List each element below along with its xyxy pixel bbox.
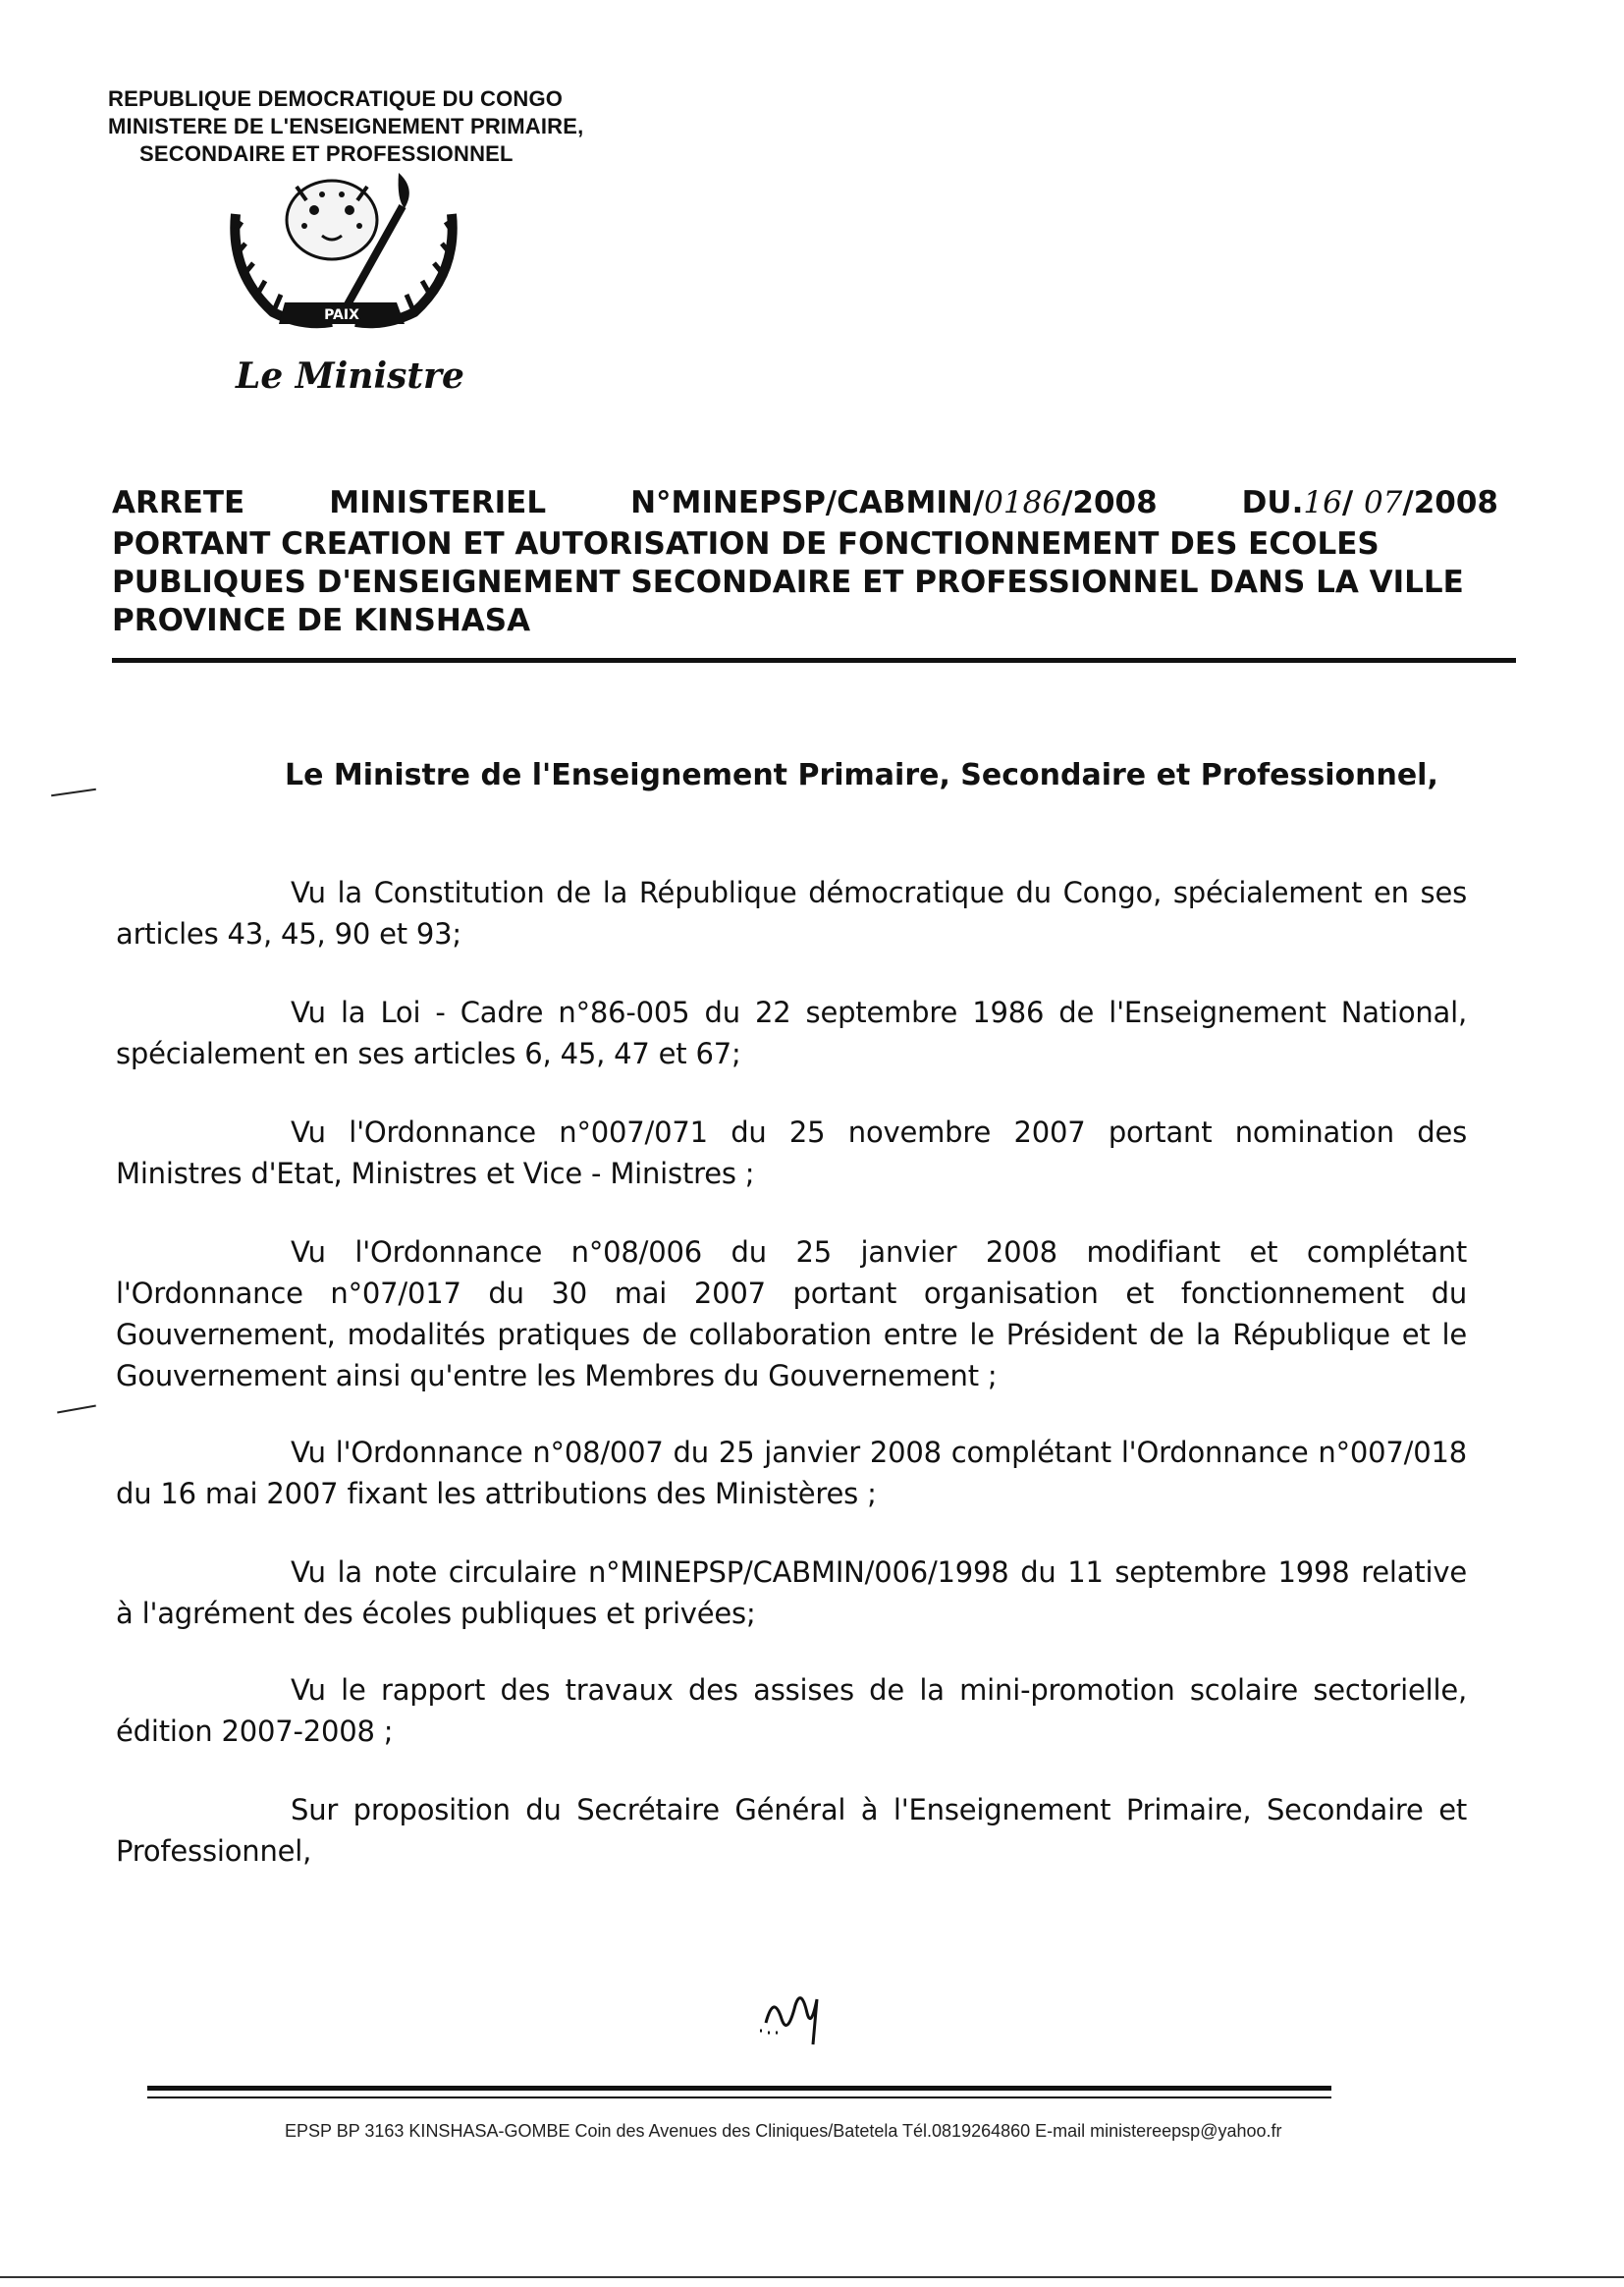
decree-title-line-3: PUBLIQUES D'ENSEIGNEMENT SECONDAIRE ET PROFESSIONNEL DANS LA VILLE — [112, 565, 1464, 600]
decree-title-line-1 — [112, 485, 1498, 524]
coat-of-arms-icon — [224, 165, 463, 348]
decree-word: ARRETE — [112, 485, 245, 520]
decree-title-line-2: PORTANT CREATION ET AUTORISATION DE FONCTIONNEMENT DES ECOLES — [112, 526, 1380, 562]
considerant-paragraph: Vu l'Ordonnance n°08/006 du 25 janvier 2008 modifiant et complétant l'Ordonnance n°07/017 du 30 mai 2007 portant organisation et fonctionnement du Gouvernement, modalités pratiques de collaboration entre le Président de la République et le Gouvernement ainsi qu'entre les Membres du Gouvernement ; — [116, 1235, 1467, 1392]
header-country: REPUBLIQUE DEMOCRATIQUE DU CONGO — [108, 86, 564, 111]
title-divider — [112, 658, 1516, 663]
decree-title-line-4: PROVINCE DE KINSHASA — [112, 603, 531, 638]
emblem-motto: PAIX — [324, 307, 359, 323]
considerant-paragraph: Vu la note circulaire n°MINEPSP/CABMIN/006/1998 du 11 septembre 1998 relative à l'agrément des écoles publiques et privées; — [116, 1555, 1467, 1630]
footer-divider — [147, 2086, 1331, 2091]
minister-heading: Le Ministre de l'Enseignement Primaire, Secondaire et Professionnel, — [285, 758, 1438, 792]
footer-address: EPSP BP 3163 KINSHASA-GOMBE Coin des Avenues des Cliniques/Batetela Tél.0819264860 E-mail ministereepsp@yahoo.fr — [285, 2121, 1282, 2141]
considerant-paragraph: Vu l'Ordonnance n°007/071 du 25 novembre 2007 portant nomination des Ministres d'Etat, Ministres et Vice - Ministres ; — [116, 1116, 1467, 1190]
decree-date: DU.16/ 07/2008 — [1241, 485, 1498, 520]
decree-month: 07 — [1363, 485, 1403, 520]
considerant-paragraph: Vu l'Ordonnance n°08/007 du 25 janvier 2008 complétant l'Ordonnance n°007/018 du 16 mai 2007 fixant les attributions des Ministères ; — [116, 1436, 1467, 1510]
considerant-paragraph: Vu la Loi - Cadre n°86-005 du 22 septembre 1986 de l'Enseignement National, spécialement en ses articles 6, 45, 47 et 67; — [116, 996, 1467, 1070]
header-ministry-cont: SECONDAIRE ET PROFESSIONNEL — [139, 141, 514, 166]
decree-reference: N°MINEPSP/CABMIN/0186/2008 — [630, 485, 1158, 520]
signature-title: Le Ministre — [236, 355, 464, 397]
decree-day: 16 — [1303, 485, 1342, 520]
considerant-paragraph: Vu le rapport des travaux des assises de la mini-promotion scolaire sectorielle, édition 2007-2008 ; — [116, 1673, 1467, 1748]
handwritten-initials-icon — [758, 1980, 846, 2048]
considerant-paragraph: Sur proposition du Secrétaire Général à l'Enseignement Primaire, Secondaire et Professionnel, — [116, 1793, 1467, 1868]
considerant-paragraph: Vu la Constitution de la République démocratique du Congo, spécialement en ses articles 43, 45, 90 et 93; — [116, 876, 1467, 951]
decree-number: 0186 — [984, 485, 1062, 520]
margin-mark — [57, 1405, 96, 1414]
margin-mark — [51, 789, 96, 796]
footer-divider-thin — [147, 2096, 1331, 2098]
header-ministry: MINISTERE DE L'ENSEIGNEMENT PRIMAIRE, — [108, 114, 584, 138]
decree-word: MINISTERIEL — [329, 485, 547, 520]
page-bottom-edge — [0, 2276, 1624, 2278]
